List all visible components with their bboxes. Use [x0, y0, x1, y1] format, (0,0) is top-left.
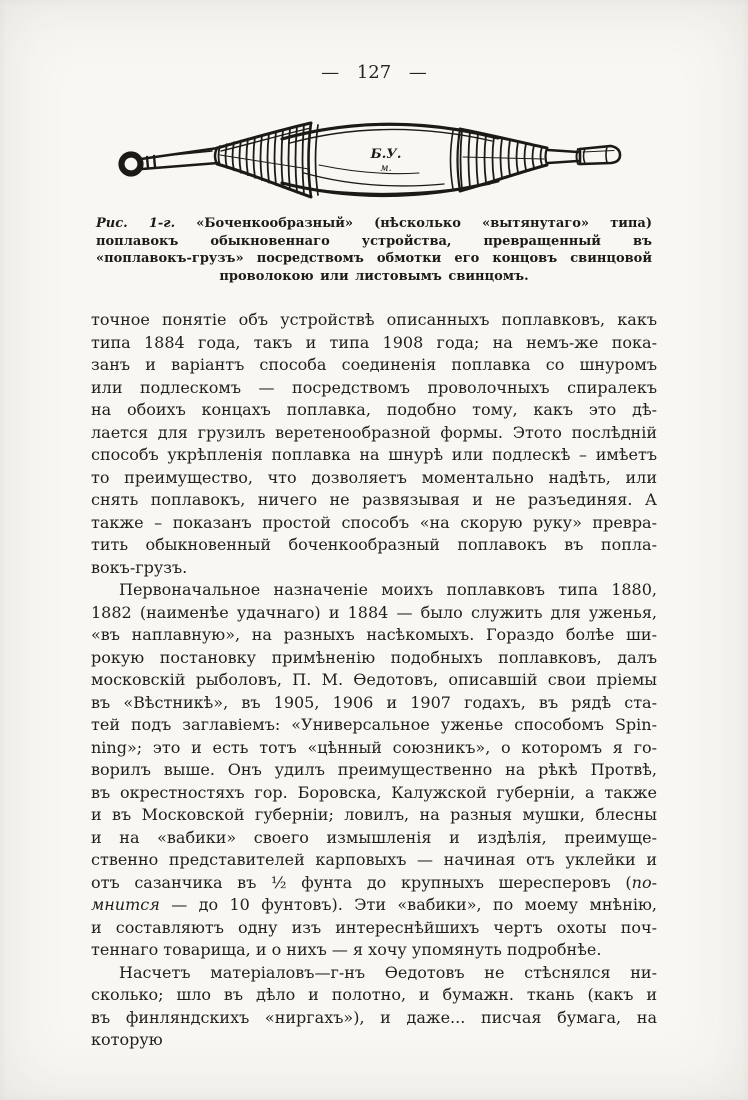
text-segment: также – показанъ простой способъ «на скорую руку» превра- [91, 512, 657, 532]
float-mark-subtext: м. [380, 163, 392, 174]
text-segment: отъ сазанчика въ ½ фунта до крупныхъ шересперовъ ( [91, 872, 632, 892]
text-segment: типа 1884 года, такъ и типа 1908 года; на немъ-же пока- [91, 332, 657, 352]
text-line [91, 894, 657, 917]
text-line [91, 692, 657, 715]
text-line [91, 602, 657, 625]
text-segment: точное понятіе объ устройствѣ описанныхъ поплавковъ, какъ [91, 310, 657, 329]
float-left-stem [141, 148, 218, 169]
italic-text: мнится [91, 895, 160, 914]
paragraph [91, 309, 657, 579]
text-line [91, 984, 657, 1007]
text-line [91, 557, 657, 580]
text-line [91, 782, 657, 805]
text-segment: занъ и варіантъ способа соединенія поплавка со шнуромъ [91, 355, 657, 374]
text-line [91, 669, 657, 692]
text-segment: ственно представителей карповыхъ — начиная отъ уклейки и [91, 850, 657, 869]
text-segment: или подлескомъ — посредствомъ проволочныхъ спиралекъ [91, 377, 657, 397]
body-text [91, 309, 657, 1049]
float-ring-icon [122, 155, 141, 174]
float-mark-text: Б.У. [370, 147, 402, 162]
text-segment: въ «Вѣстникѣ», въ 1905, 1906 и 1907 годахъ, въ рядѣ ста- [91, 692, 657, 712]
text-line [91, 624, 657, 647]
text-line [91, 737, 657, 760]
text-line [91, 534, 657, 557]
text-line [91, 804, 657, 827]
text-line [91, 309, 657, 332]
text-segment: тить обыкновенный боченкообразный поплавокъ въ попла- [91, 535, 657, 554]
text-line [91, 939, 657, 962]
text-line [91, 512, 657, 535]
text-line [91, 849, 657, 872]
text-line [91, 467, 657, 490]
figure [0, 107, 748, 207]
text-line [91, 444, 657, 467]
text-segment: тей подъ заглавіемъ: «Универсальное уженье способомъ Spin- [91, 715, 657, 734]
text-line [91, 579, 657, 602]
text-segment: вокъ-грузъ. [91, 557, 188, 577]
page-number: — 127 — [321, 62, 427, 83]
text-segment: теннаго товарища, и о нихъ — я хочу упомянуть подробнѣе. [91, 940, 602, 959]
text-segment: въ окрестностяхъ гор. Боровска, Калужской губерніи, а также [91, 782, 657, 802]
text-line [91, 962, 657, 985]
text-line [91, 917, 657, 940]
float-tip [548, 146, 620, 164]
text-line [91, 354, 657, 377]
text-segment: московскій рыболовъ, П. М. Ѳедотовъ, описавшій свои пріемы [91, 670, 657, 689]
figure-caption [96, 215, 652, 285]
text-segment: снять поплавокъ, ничего не развязывая и не разъединяя. А [91, 490, 657, 509]
text-segment: — до 10 фунтовъ). Эти «вабики», по моему мнѣнію, [159, 895, 657, 914]
text-segment: сколько; шло въ дѣло и полотно, и бумажн. ткань (какъ и [91, 985, 657, 1004]
text-segment: и въ Московской губерніи; ловилъ, на разныя мушки, блесны [91, 805, 657, 824]
text-line [91, 759, 657, 782]
text-line [91, 647, 657, 670]
text-segment: Насчетъ матеріаловъ—г-нъ Ѳедотовъ не стѣснялся ни- [119, 962, 657, 982]
text-segment: на обоихъ концахъ поплавка, подобно тому, какъ это дѣ- [91, 400, 657, 419]
text-line [91, 332, 657, 355]
text-segment: 1882 (наименѣе удачнаго) и 1884 — было служить для уженья, [91, 602, 657, 622]
text-line [91, 422, 657, 445]
text-line [91, 399, 657, 422]
text-segment: то преимущество, что дозволяетъ моментально надѣть, или [91, 467, 657, 487]
text-segment: лается для грузилъ веретенообразной формы. Этото послѣдній [91, 422, 657, 442]
paragraph [91, 579, 657, 962]
text-line [91, 1007, 657, 1049]
figure-caption-label: Рис. 1-г. [96, 216, 176, 231]
text-segment: рокую постановку примѣненію подобныхъ поплавковъ, далъ [91, 647, 657, 667]
text-segment: ning»; это и есть тотъ «цѣнный союзникъ», о которомъ я го- [91, 737, 657, 757]
text-segment: и на «вабики» своего измышленія и издѣлія, преимуще- [91, 827, 657, 847]
text-segment: Первоначальное назначеніе моихъ поплавковъ типа 1880, [119, 580, 657, 599]
text-segment: «въ наплавную», на разныхъ насѣкомыхъ. Гораздо болѣе ши- [91, 625, 657, 644]
text-line [91, 489, 657, 512]
paragraph [91, 962, 657, 1049]
text-line [91, 377, 657, 400]
figure-caption-text: «Боченкообразный» (нѣсколько «вытянутаго» типа) поплавокъ обыкновеннаго устройства, превращенный въ «поплавокъ-грузъ» посредствомъ обмотки его концовъ свинцовой проволокою или листовымъ свинцомъ. [96, 216, 652, 284]
text-segment: и составляютъ одну изъ интереснѣйшихъ чертъ охоты поч- [91, 917, 657, 937]
text-segment: способъ укрѣпленія поплавка на шнурѣ или подлескѣ – имѣетъ [91, 445, 657, 464]
text-segment: ворилъ выше. Онъ удилъ преимущественно на рѣкѣ Протвѣ, [91, 760, 657, 779]
text-line [91, 872, 657, 895]
float-illustration [112, 107, 636, 207]
float-body-mark [370, 147, 402, 174]
text-segment: въ финляндскихъ «ниргахъ»), и даже... писчая бумага, на которую [91, 1007, 657, 1049]
text-line [91, 714, 657, 737]
text-line [91, 827, 657, 850]
italic-text: по- [631, 872, 657, 892]
